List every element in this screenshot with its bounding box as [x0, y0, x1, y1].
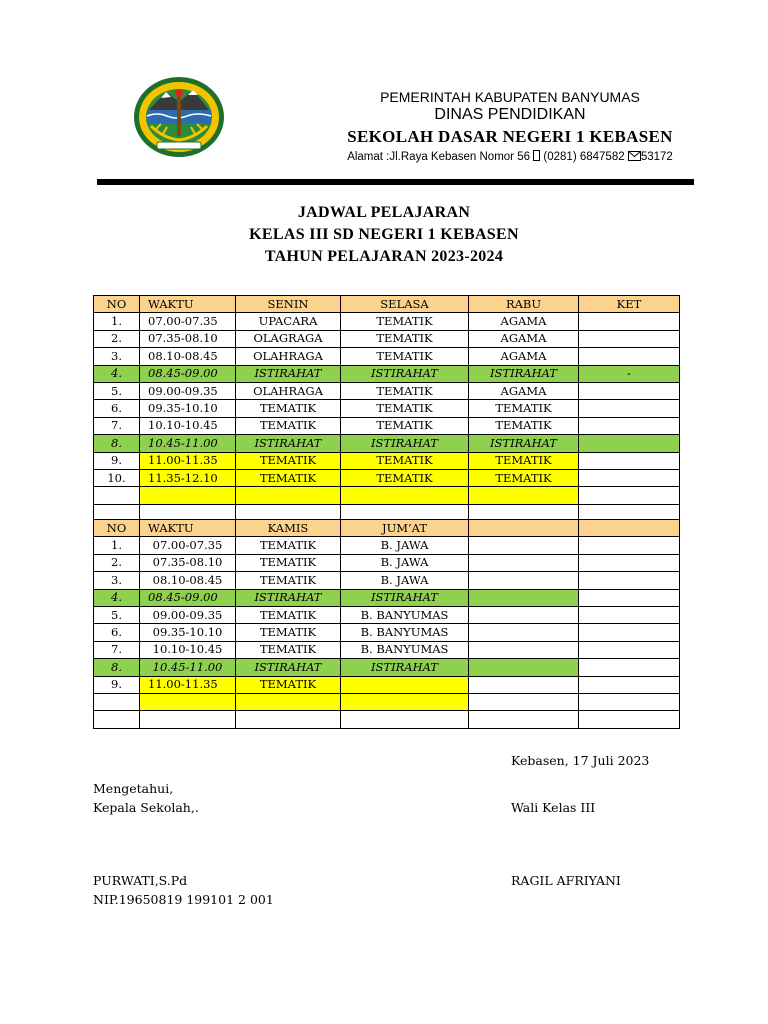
cell-subject: B. JAWA	[341, 572, 469, 589]
cell-waktu: 11.35-12.10	[140, 469, 236, 486]
cell-subject: AGAMA	[469, 382, 579, 399]
cell-subject: OLAHRAGA	[236, 382, 341, 399]
cell-ket	[579, 676, 680, 693]
schedule-table-thu-fri	[93, 519, 680, 729]
phone-icon	[533, 150, 540, 161]
cell-no: 10.	[94, 469, 140, 486]
title-line-3: TAHUN PELAJARAN 2023-2024	[264, 248, 504, 265]
cell-ket	[579, 693, 680, 710]
cell-no: 9.	[94, 676, 140, 693]
kepala-sekolah-name: PURWATI,S.Pd	[93, 873, 188, 888]
table-row	[94, 641, 680, 658]
cell-subject: TEMATIK	[341, 469, 469, 486]
header-empty	[579, 520, 680, 537]
cell-ket	[579, 469, 680, 486]
mail-icon	[628, 151, 641, 161]
cell-subject: AGAMA	[469, 348, 579, 365]
cell-subject: ISTIRAHAT	[469, 365, 579, 382]
cell-subject: TEMATIK	[341, 417, 469, 434]
cell-waktu: 09.00-09.35	[140, 606, 236, 623]
table-row	[94, 572, 680, 589]
table-row	[94, 452, 680, 469]
cell-subject: B. JAWA	[341, 554, 469, 571]
cell-ket	[579, 435, 680, 452]
table-row	[94, 693, 680, 710]
cell-no: 3.	[94, 572, 140, 589]
header-no: NO	[94, 520, 140, 537]
cell-subject: ISTIRAHAT	[341, 659, 469, 676]
table-row	[94, 400, 680, 417]
cell-subject: TEMATIK	[236, 572, 341, 589]
table-header-row	[94, 296, 680, 313]
kop-department: DINAS PENDIDIKAN	[434, 106, 586, 123]
cell-no: 8.	[94, 659, 140, 676]
cell-waktu: 08.45-09.00	[140, 365, 236, 382]
cell-waktu: 10.45-11.00	[140, 435, 236, 452]
cell-waktu: 10.45-11.00	[140, 659, 236, 676]
header-ket: KET	[579, 296, 680, 313]
cell-waktu: 08.10-08.45	[140, 348, 236, 365]
header-empty	[469, 520, 579, 537]
cell-empty	[469, 589, 579, 606]
cell-subject: B. BANYUMAS	[341, 624, 469, 641]
header-waktu: WAKTU	[140, 520, 236, 537]
cell-ket	[579, 537, 680, 554]
cell-no: 5.	[94, 382, 140, 399]
cell-subject: TEMATIK	[341, 348, 469, 365]
cell-no: 7.	[94, 417, 140, 434]
cell-ket	[579, 589, 680, 606]
cell-ket	[579, 400, 680, 417]
cell-empty	[469, 606, 579, 623]
cell-no: 9.	[94, 452, 140, 469]
cell-ket	[579, 606, 680, 623]
cell-subject: TEMATIK	[341, 382, 469, 399]
kop-school-name: SEKOLAH DASAR NEGERI 1 KEBASEN	[347, 127, 673, 146]
cell-waktu	[140, 693, 236, 710]
table-row	[94, 348, 680, 365]
cell-empty	[469, 711, 579, 728]
cell-no: 3.	[94, 348, 140, 365]
cell-no: 6.	[94, 400, 140, 417]
cell-subject: TEMATIK	[341, 313, 469, 330]
cell-no: 7.	[94, 641, 140, 658]
cell-ket	[579, 417, 680, 434]
cell-empty	[469, 641, 579, 658]
cell-subject: ISTIRAHAT	[341, 365, 469, 382]
wali-kelas-title: Wali Kelas III	[511, 800, 596, 815]
cell-subject: ISTIRAHAT	[236, 365, 341, 382]
cell-no	[94, 711, 140, 728]
cell-no: 1.	[94, 313, 140, 330]
cell-subject: ISTIRAHAT	[341, 435, 469, 452]
table-row	[94, 606, 680, 623]
cell-subject: TEMATIK	[469, 469, 579, 486]
cell-no	[94, 487, 140, 504]
header-jumat: JUM’AT	[341, 520, 469, 537]
cell-subject: ISTIRAHAT	[236, 435, 341, 452]
cell-no: 2.	[94, 554, 140, 571]
cell-empty	[469, 676, 579, 693]
cell-subject: TEMATIK	[341, 452, 469, 469]
table-row	[94, 313, 680, 330]
cell-ket	[579, 487, 680, 504]
cell-subject: TEMATIK	[236, 400, 341, 417]
cell-waktu: 10.10-10.45	[140, 641, 236, 658]
cell-waktu: 08.45-09.00	[140, 589, 236, 606]
cell-ket	[579, 382, 680, 399]
cell-subject: TEMATIK	[236, 641, 341, 658]
cell-ket: -	[579, 365, 680, 382]
schedule-table-mon-wed	[93, 295, 680, 522]
cell-empty	[469, 659, 579, 676]
header-senin: SENIN	[236, 296, 341, 313]
cell-subject	[341, 487, 469, 504]
banyumas-emblem-logo	[133, 76, 225, 158]
mengetahui-label: Mengetahui,	[93, 781, 174, 796]
cell-subject: B. BANYUMAS	[341, 606, 469, 623]
table-row-break	[94, 435, 680, 452]
cell-subject: TEMATIK	[236, 554, 341, 571]
cell-subject: AGAMA	[469, 313, 579, 330]
kop-address-line	[300, 150, 720, 163]
cell-no: 8.	[94, 435, 140, 452]
cell-subject	[341, 676, 469, 693]
cell-no: 1.	[94, 537, 140, 554]
cell-subject: TEMATIK	[236, 417, 341, 434]
cell-subject: ISTIRAHAT	[236, 659, 341, 676]
table-header-row	[94, 520, 680, 537]
cell-waktu: 07.00-07.35	[140, 537, 236, 554]
cell-subject	[469, 487, 579, 504]
cell-subject: AGAMA	[469, 330, 579, 347]
header-kamis: KAMIS	[236, 520, 341, 537]
table-row	[94, 487, 680, 504]
cell-no	[94, 693, 140, 710]
cell-waktu: 09.00-09.35	[140, 382, 236, 399]
cell-subject: B. JAWA	[341, 537, 469, 554]
postal-text: 53172	[640, 151, 673, 163]
cell-subject: ISTIRAHAT	[341, 589, 469, 606]
table-row	[94, 469, 680, 486]
title-line-1: JADWAL PELAJARAN	[297, 204, 471, 221]
cell-waktu: 09.35-10.10	[140, 400, 236, 417]
table-row	[94, 711, 680, 728]
table-row	[94, 624, 680, 641]
cell-subject	[341, 711, 469, 728]
cell-subject: ISTIRAHAT	[236, 589, 341, 606]
cell-waktu: 07.00-07.35	[140, 313, 236, 330]
kepala-sekolah-title: Kepala Sekolah,.	[93, 800, 199, 815]
cell-subject	[236, 487, 341, 504]
cell-no: 6.	[94, 624, 140, 641]
cell-subject: OLAGRAGA	[236, 330, 341, 347]
table-row-break	[94, 365, 680, 382]
cell-waktu	[140, 711, 236, 728]
cell-subject: TEMATIK	[341, 330, 469, 347]
cell-subject: UPACARA	[236, 313, 341, 330]
kop-government: PEMERINTAH KABUPATEN BANYUMAS	[380, 89, 640, 105]
phone-text: (0281) 6847582	[543, 151, 625, 163]
table-row	[94, 537, 680, 554]
cell-subject: TEMATIK	[236, 606, 341, 623]
cell-subject: TEMATIK	[469, 400, 579, 417]
cell-subject: TEMATIK	[469, 452, 579, 469]
table-row-break	[94, 659, 680, 676]
cell-waktu: 07.35-08.10	[140, 330, 236, 347]
cell-no: 4.	[94, 589, 140, 606]
cell-ket	[579, 641, 680, 658]
table-row	[94, 554, 680, 571]
header-rabu: RABU	[469, 296, 579, 313]
cell-subject	[341, 693, 469, 710]
cell-ket	[579, 348, 680, 365]
cell-ket	[579, 659, 680, 676]
table-row	[94, 417, 680, 434]
cell-waktu	[140, 487, 236, 504]
place-date: Kebasen, 17 Juli 2023	[511, 753, 650, 768]
cell-no: 5.	[94, 606, 140, 623]
cell-waktu: 08.10-08.45	[140, 572, 236, 589]
address-text: Alamat :Jl.Raya Kebasen Nomor 56	[347, 151, 530, 163]
cell-no: 2.	[94, 330, 140, 347]
cell-subject: TEMATIK	[469, 417, 579, 434]
cell-subject: B. BANYUMAS	[341, 641, 469, 658]
wali-kelas-name: RAGIL AFRIYANI	[511, 873, 621, 888]
cell-subject: TEMATIK	[236, 676, 341, 693]
cell-empty	[469, 554, 579, 571]
title-line-2: KELAS III SD NEGERI 1 KEBASEN	[249, 226, 519, 243]
cell-subject: TEMATIK	[236, 624, 341, 641]
cell-empty	[469, 624, 579, 641]
cell-ket	[579, 624, 680, 641]
cell-waktu: 10.10-10.45	[140, 417, 236, 434]
cell-subject	[236, 711, 341, 728]
table-row-break	[94, 589, 680, 606]
cell-ket	[579, 313, 680, 330]
kepala-sekolah-nip: NIP.19650819 199101 2 001	[93, 892, 274, 907]
cell-subject: ISTIRAHAT	[469, 435, 579, 452]
cell-empty	[469, 693, 579, 710]
cell-ket	[579, 572, 680, 589]
header-selasa: SELASA	[341, 296, 469, 313]
cell-waktu: 11.00-11.35	[140, 676, 236, 693]
cell-subject: OLAHRAGA	[236, 348, 341, 365]
cell-no: 4.	[94, 365, 140, 382]
cell-waktu: 07.35-08.10	[140, 554, 236, 571]
cell-subject: TEMATIK	[236, 469, 341, 486]
header-no: NO	[94, 296, 140, 313]
cell-empty	[469, 572, 579, 589]
cell-ket	[579, 711, 680, 728]
cell-empty	[469, 537, 579, 554]
cell-subject	[236, 693, 341, 710]
table-row	[94, 382, 680, 399]
table-row	[94, 330, 680, 347]
letterhead-divider	[97, 179, 694, 185]
cell-ket	[579, 554, 680, 571]
cell-subject: TEMATIK	[236, 537, 341, 554]
cell-ket	[579, 330, 680, 347]
header-waktu: WAKTU	[140, 296, 236, 313]
cell-waktu: 09.35-10.10	[140, 624, 236, 641]
cell-subject: TEMATIK	[341, 400, 469, 417]
cell-ket	[579, 452, 680, 469]
cell-waktu: 11.00-11.35	[140, 452, 236, 469]
cell-subject: TEMATIK	[236, 452, 341, 469]
table-row	[94, 676, 680, 693]
